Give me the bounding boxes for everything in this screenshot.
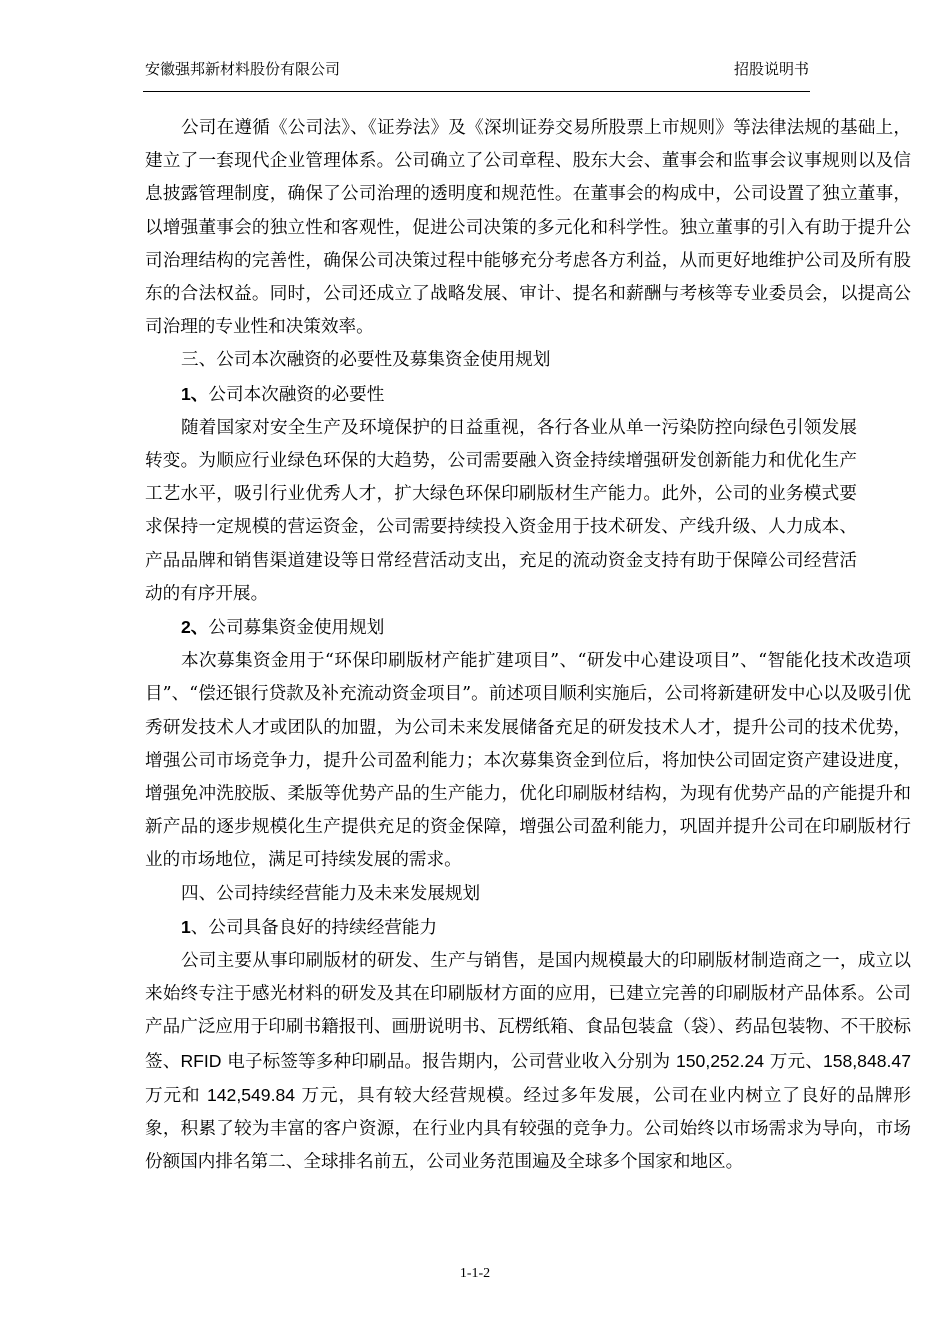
revenue-value-3: 142,549.84 [206, 1084, 296, 1105]
revenue-value-1: 150,252.24 [675, 1050, 765, 1071]
subheading-financing-necessity [145, 378, 911, 412]
subheading-number: 2、 [181, 617, 209, 638]
paragraph-text: 万元，具有较大经营规模。经过多年发展，公司在业内树立了良好的品牌形象，积累了较为丰富的客户资源，在行业内具有较强的竞争力。公司始终以市场需求为导向，市场份额国内排名第二、全球排名前五，公司业务范围遍及全球多个国家和地区。 [145, 1085, 911, 1173]
section-heading-sustainability: 四、公司持续经营能力及未来发展规划 [181, 883, 481, 904]
subheading-text: 公司募集资金使用规划 [208, 618, 385, 639]
document-body [145, 112, 911, 1180]
paragraph-governance: 公司在遵循《公司法》、《证券法》及《深圳证券交易所股票上市规则》等法律法规的基础上，建立了一套现代企业管理体系。公司确立了公司章程、股东大会、董事会和监事会议事规则以及信息披露管理制度，确保了公司治理的透明度和规范性。在董事会的构成中，公司设置了独立董事，以增强董事会的独立性和客观性，促进公司决策的多元化和科学性。独立董事的引入有助于提升公司治理结构的完善性，确保公司决策过程中能够充分考虑各方利益，从而更好地维护公司及所有股东的合法权益。同时，公司还成立了战略发展、审计、提名和薪酬与考核等专业委员会，以提高公司治理的专业性和决策效率。 [145, 118, 911, 338]
rfid-label: RFID [180, 1050, 222, 1071]
paragraph-financing-necessity: 随着国家对安全生产及环境保护的日益重视，各行各业从单一污染防控向绿色引领发展转变。为顺应行业绿色环保的大趋势，公司需要融入资金持续增强研发创新能力和优化生产工艺水平，吸引行业优秀人才，扩大绿色环保印刷版材生产能力。此外，公司的业务模式要求保持一定规模的营运资金，公司需要持续投入资金用于技术研发、产线升级、人力成本、产品品牌和销售渠道建设等日常经营活动支出，充足的流动资金支持有助于保障公司经营活动的有序开展。 [145, 417, 857, 604]
header-document-type: 招股说明书 [733, 60, 809, 78]
page-header [145, 58, 809, 84]
subheading-number: 1、 [181, 383, 209, 404]
paragraph-funds-usage: 本次募集资金用于“环保印刷版材产能扩建项目”、“研发中心建设项目”、“智能化技术改造项目”、“偿还银行贷款及补充流动资金项目”。前述项目顺利实施后，公司将新建研发中心以及吸引优秀研发技术人才或团队的加盟，为公司未来发展储备充足的研发技术人才，提升公司的技术优势，增强公司市场竞争力，提升公司盈利能力；本次募集资金到位后，将加快公司固定资产建设进度，增强免冲洗胶版、柔版等优势产品的生产能力，优化印刷版材结构，为现有优势产品的产能提升和新产品的逐步规模化生产提供充足的资金保障，增强公司盈利能力，巩固并提升公司在印刷版材行业的市场地位，满足可持续发展的需求。 [145, 651, 911, 871]
revenue-value-2: 158,848.47 [822, 1050, 911, 1071]
subheading-text: 、公司具备良好的持续经营能力 [190, 917, 438, 938]
section-heading-financing: 三、公司本次融资的必要性及募集资金使用规划 [181, 350, 551, 371]
subheading-text: 公司本次融资的必要性 [208, 384, 385, 405]
subheading-funds-usage [145, 611, 911, 645]
page-number: 1-1-2 [459, 1266, 491, 1281]
subheading-number: 1 [181, 916, 191, 937]
subheading-operating-capability [145, 911, 911, 945]
paragraph-text: 万元和 [145, 1085, 207, 1106]
header-company-name: 安徽强邦新材料股份有限公司 [145, 60, 341, 78]
paragraph-text: 公司主要从事印刷版材的研发、生产与销售，是国内规模最大的印刷版材制造商之一，成立以来始终专注于感光材料的研发及其在印刷版材方面的应用，已建立完善的印刷版材产品体系。公司产品广泛应用于印刷书籍报刊、画册说明书、瓦楞纸箱、食品包装盒（袋）、药品包装物、不干胶标签、 [145, 951, 911, 1072]
paragraph-text: 电子标签等多种印刷品。报告期内，公司营业收入分别为 [221, 1051, 676, 1072]
paragraph-text: 万元、 [764, 1051, 823, 1072]
header-divider [143, 91, 810, 92]
paragraph-operating-capability [145, 945, 911, 1179]
